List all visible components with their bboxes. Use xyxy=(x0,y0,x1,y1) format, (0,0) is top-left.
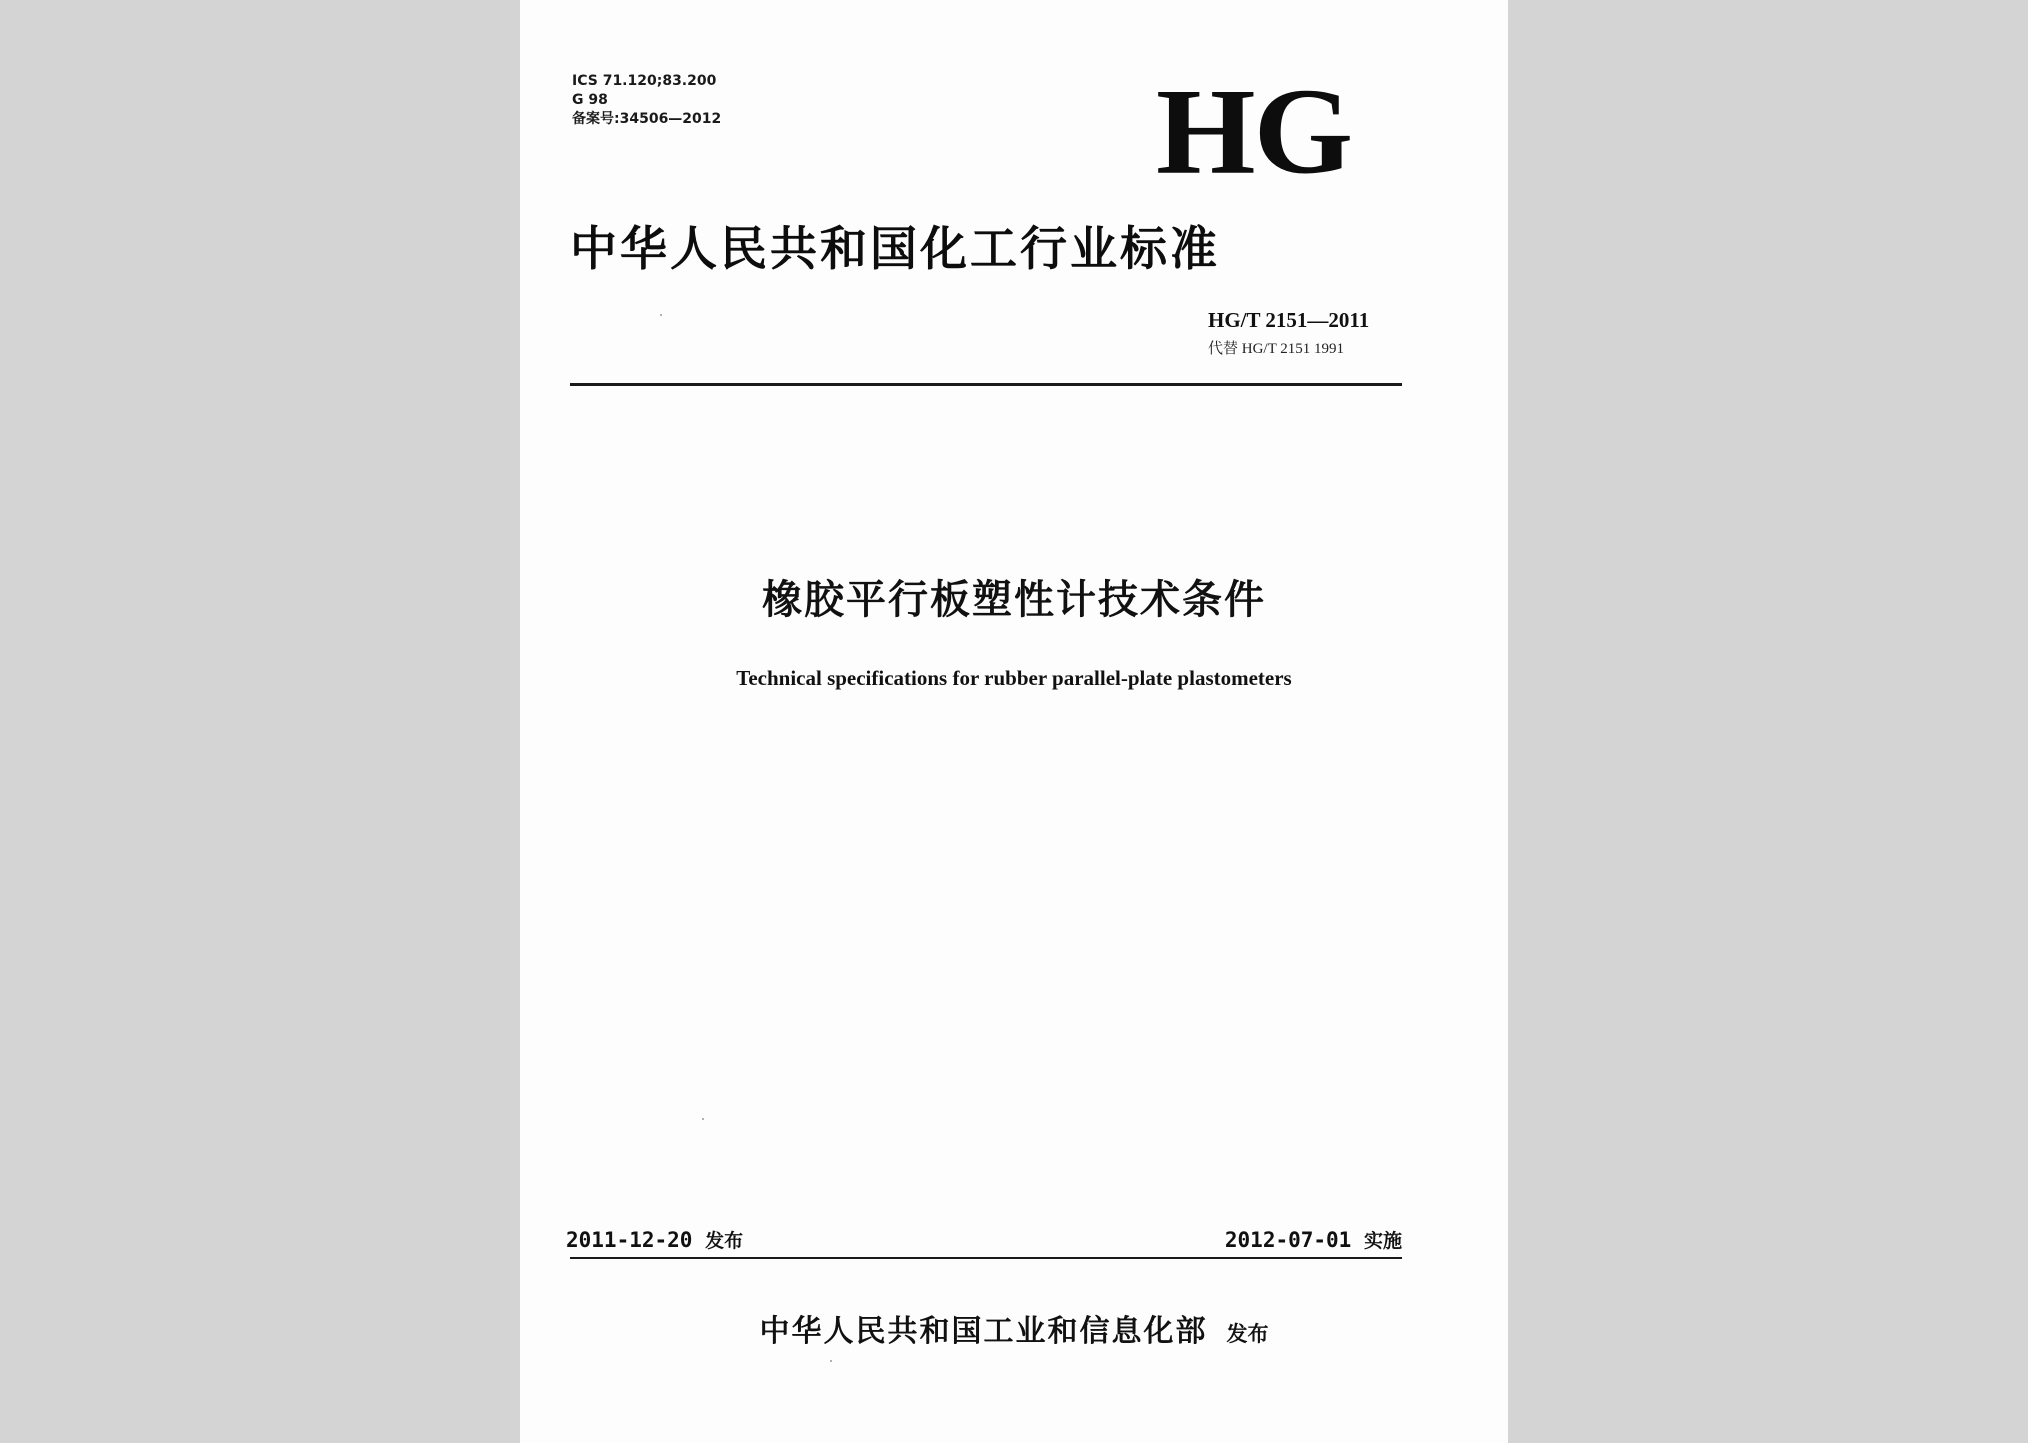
publisher-name: 中华人民共和国工业和信息化部 xyxy=(759,1314,1208,1349)
effective-date-group xyxy=(1225,1226,1402,1253)
publish-date-group xyxy=(566,1226,743,1253)
document-title-chinese: 橡胶平行板塑性计技术条件 xyxy=(762,577,1266,623)
scan-speck xyxy=(702,1118,704,1120)
classification-block xyxy=(572,72,721,129)
standard-number-block xyxy=(1208,308,1408,358)
publisher-label: 发布 xyxy=(1226,1322,1269,1346)
scan-speck xyxy=(660,314,662,316)
effective-date: 2012-07-01 xyxy=(1224,1228,1352,1252)
document-page xyxy=(520,0,1508,1443)
replaces-note: 代替 HG/T 2151 1991 xyxy=(1208,341,1344,357)
publisher-line xyxy=(520,1306,1508,1350)
publish-date: 2011-12-20 xyxy=(566,1228,693,1252)
publish-label: 发布 xyxy=(705,1230,744,1252)
ccs-code: G 98 xyxy=(572,92,608,108)
record-number: 备案号:34506—2012 xyxy=(572,111,722,127)
top-divider xyxy=(570,383,1402,386)
ics-code: ICS 71.120;83.200 xyxy=(572,73,717,89)
dates-row xyxy=(566,1226,1402,1258)
scan-speck xyxy=(830,1360,832,1362)
effective-label: 实施 xyxy=(1363,1230,1402,1252)
bottom-divider xyxy=(570,1257,1402,1259)
standard-category-title: 中华人民共和国化工行业标准 xyxy=(570,222,1220,277)
document-title-english: Technical specifications for rubber parallel-plate plastometers xyxy=(736,666,1292,690)
standard-code: HG/T 2151—2011 xyxy=(1208,308,1370,332)
hg-logo: HG xyxy=(1156,63,1352,200)
